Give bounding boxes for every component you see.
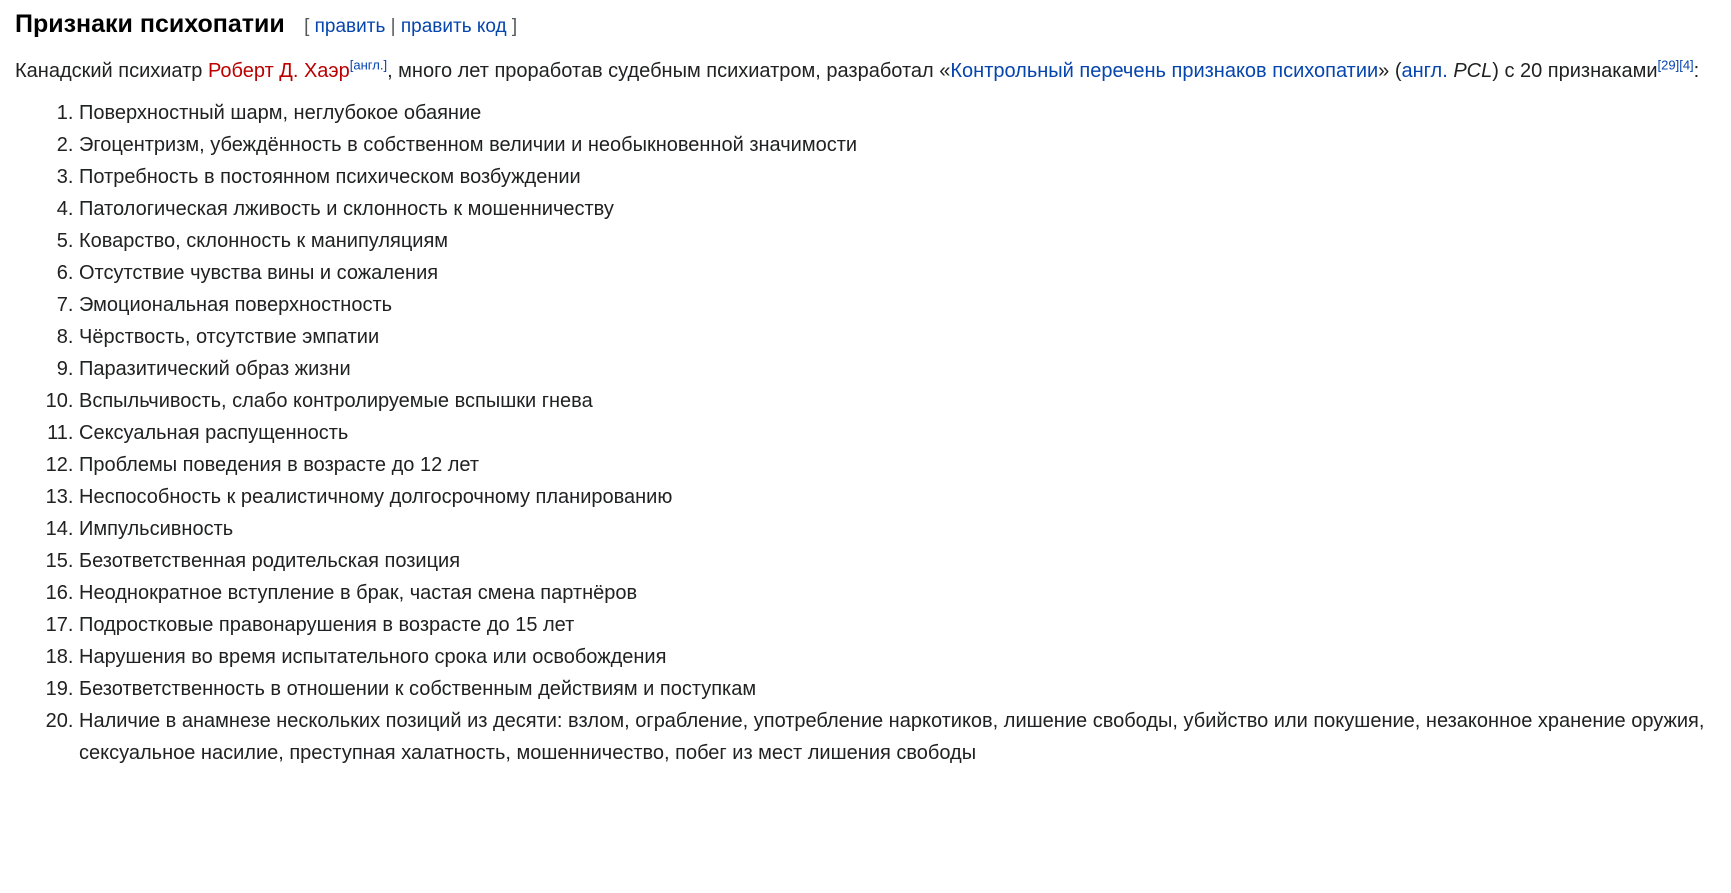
edit-bracket-close: ]	[511, 16, 518, 37]
author-lang-superscript	[350, 57, 387, 72]
trait-list-item: 4. Патологическая лживость и склонность к мошенничеству	[79, 193, 1713, 225]
trait-list-item: 5. Коварство, склонность к манипуляциям	[79, 225, 1713, 257]
trait-list-item: 2. Эгоцентризм, убеждённость в собственном величии и необыкновенной значимости	[79, 129, 1713, 161]
trait-list-item: 1. Поверхностный шарм, неглубокое обаяние	[79, 97, 1713, 129]
reference-29-link[interactable]: [29]	[1657, 56, 1680, 72]
intro-colon: :	[1693, 59, 1700, 82]
edit-link[interactable]: править	[314, 16, 386, 37]
intro-text-after: ) с 20 признаками	[1492, 59, 1658, 82]
trait-list-item: 14. Импульсивность	[79, 513, 1713, 545]
trait-list-item: 9. Паразитический образ жизни	[79, 353, 1713, 385]
trait-list-item: 19. Безответственность в отношении к собственным действиям и поступкам	[79, 673, 1713, 705]
trait-list-item: 10. Вспыльчивость, слабо контролируемые вспышки гнева	[79, 385, 1713, 417]
trait-list-item: 11. Сексуальная распущенность	[79, 417, 1713, 449]
trait-list-item: 18. Нарушения во время испытательного срока или освобождения	[79, 641, 1713, 673]
intro-text-before: Канадский психиатр	[15, 59, 208, 82]
trait-list-item: 6. Отсутствие чувства вины и сожаления	[79, 257, 1713, 289]
section-title: Признаки психопатии	[15, 10, 285, 38]
trait-list-item: 12. Проблемы поведения в возрасте до 12 лет	[79, 449, 1713, 481]
checklist-link[interactable]: Контрольный перечень признаков психопатии	[950, 59, 1379, 82]
trait-list-item: 16. Неоднократное вступление в брак, частая смена партнёров	[79, 577, 1713, 609]
trait-list-item: 7. Эмоциональная поверхностность	[79, 289, 1713, 321]
intro-paragraph	[15, 55, 1713, 87]
trait-list-item: 8. Чёрствость, отсутствие эмпатии	[79, 321, 1713, 353]
author-lang-link[interactable]: [англ.]	[349, 56, 388, 72]
reference-4-superscript	[1679, 57, 1693, 72]
reference-4-link[interactable]: [4]	[1679, 56, 1694, 72]
trait-list-item: 13. Неспособность к реалистичному долгосрочному планированию	[79, 481, 1713, 513]
section-heading	[15, 8, 1713, 41]
trait-list-item: 20. Наличие в анамнезе нескольких позиций из десяти: взлом, ограбление, употребление наркотиков, лишение свободы, убийство или покушение, незаконное хранение оружия, сексуальное насилие, преступная халатность, мошенничество, побег из мест лишения свободы	[79, 705, 1713, 769]
traits-list	[15, 97, 1713, 769]
edit-bracket-open: [	[304, 16, 310, 37]
author-red-link[interactable]: Роберт Д. Хаэр	[207, 59, 350, 82]
trait-list-item: 17. Подростковые правонарушения в возрасте до 15 лет	[79, 609, 1713, 641]
edit-source-link[interactable]: править код	[400, 16, 507, 37]
pcl-abbreviation: PCL	[1447, 59, 1493, 82]
reference-29-superscript	[1658, 57, 1680, 72]
lang-link[interactable]: англ.	[1401, 59, 1448, 82]
edit-section	[299, 16, 517, 37]
trait-list-item: 15. Безответственная родительская позиция	[79, 545, 1713, 577]
trait-list-item: 3. Потребность в постоянном психическом возбуждении	[79, 161, 1713, 193]
edit-divider: |	[390, 16, 396, 37]
intro-text-middle: , много лет проработав судебным психиатром, разработал «	[387, 59, 951, 82]
intro-quote-close: » (	[1378, 59, 1402, 82]
